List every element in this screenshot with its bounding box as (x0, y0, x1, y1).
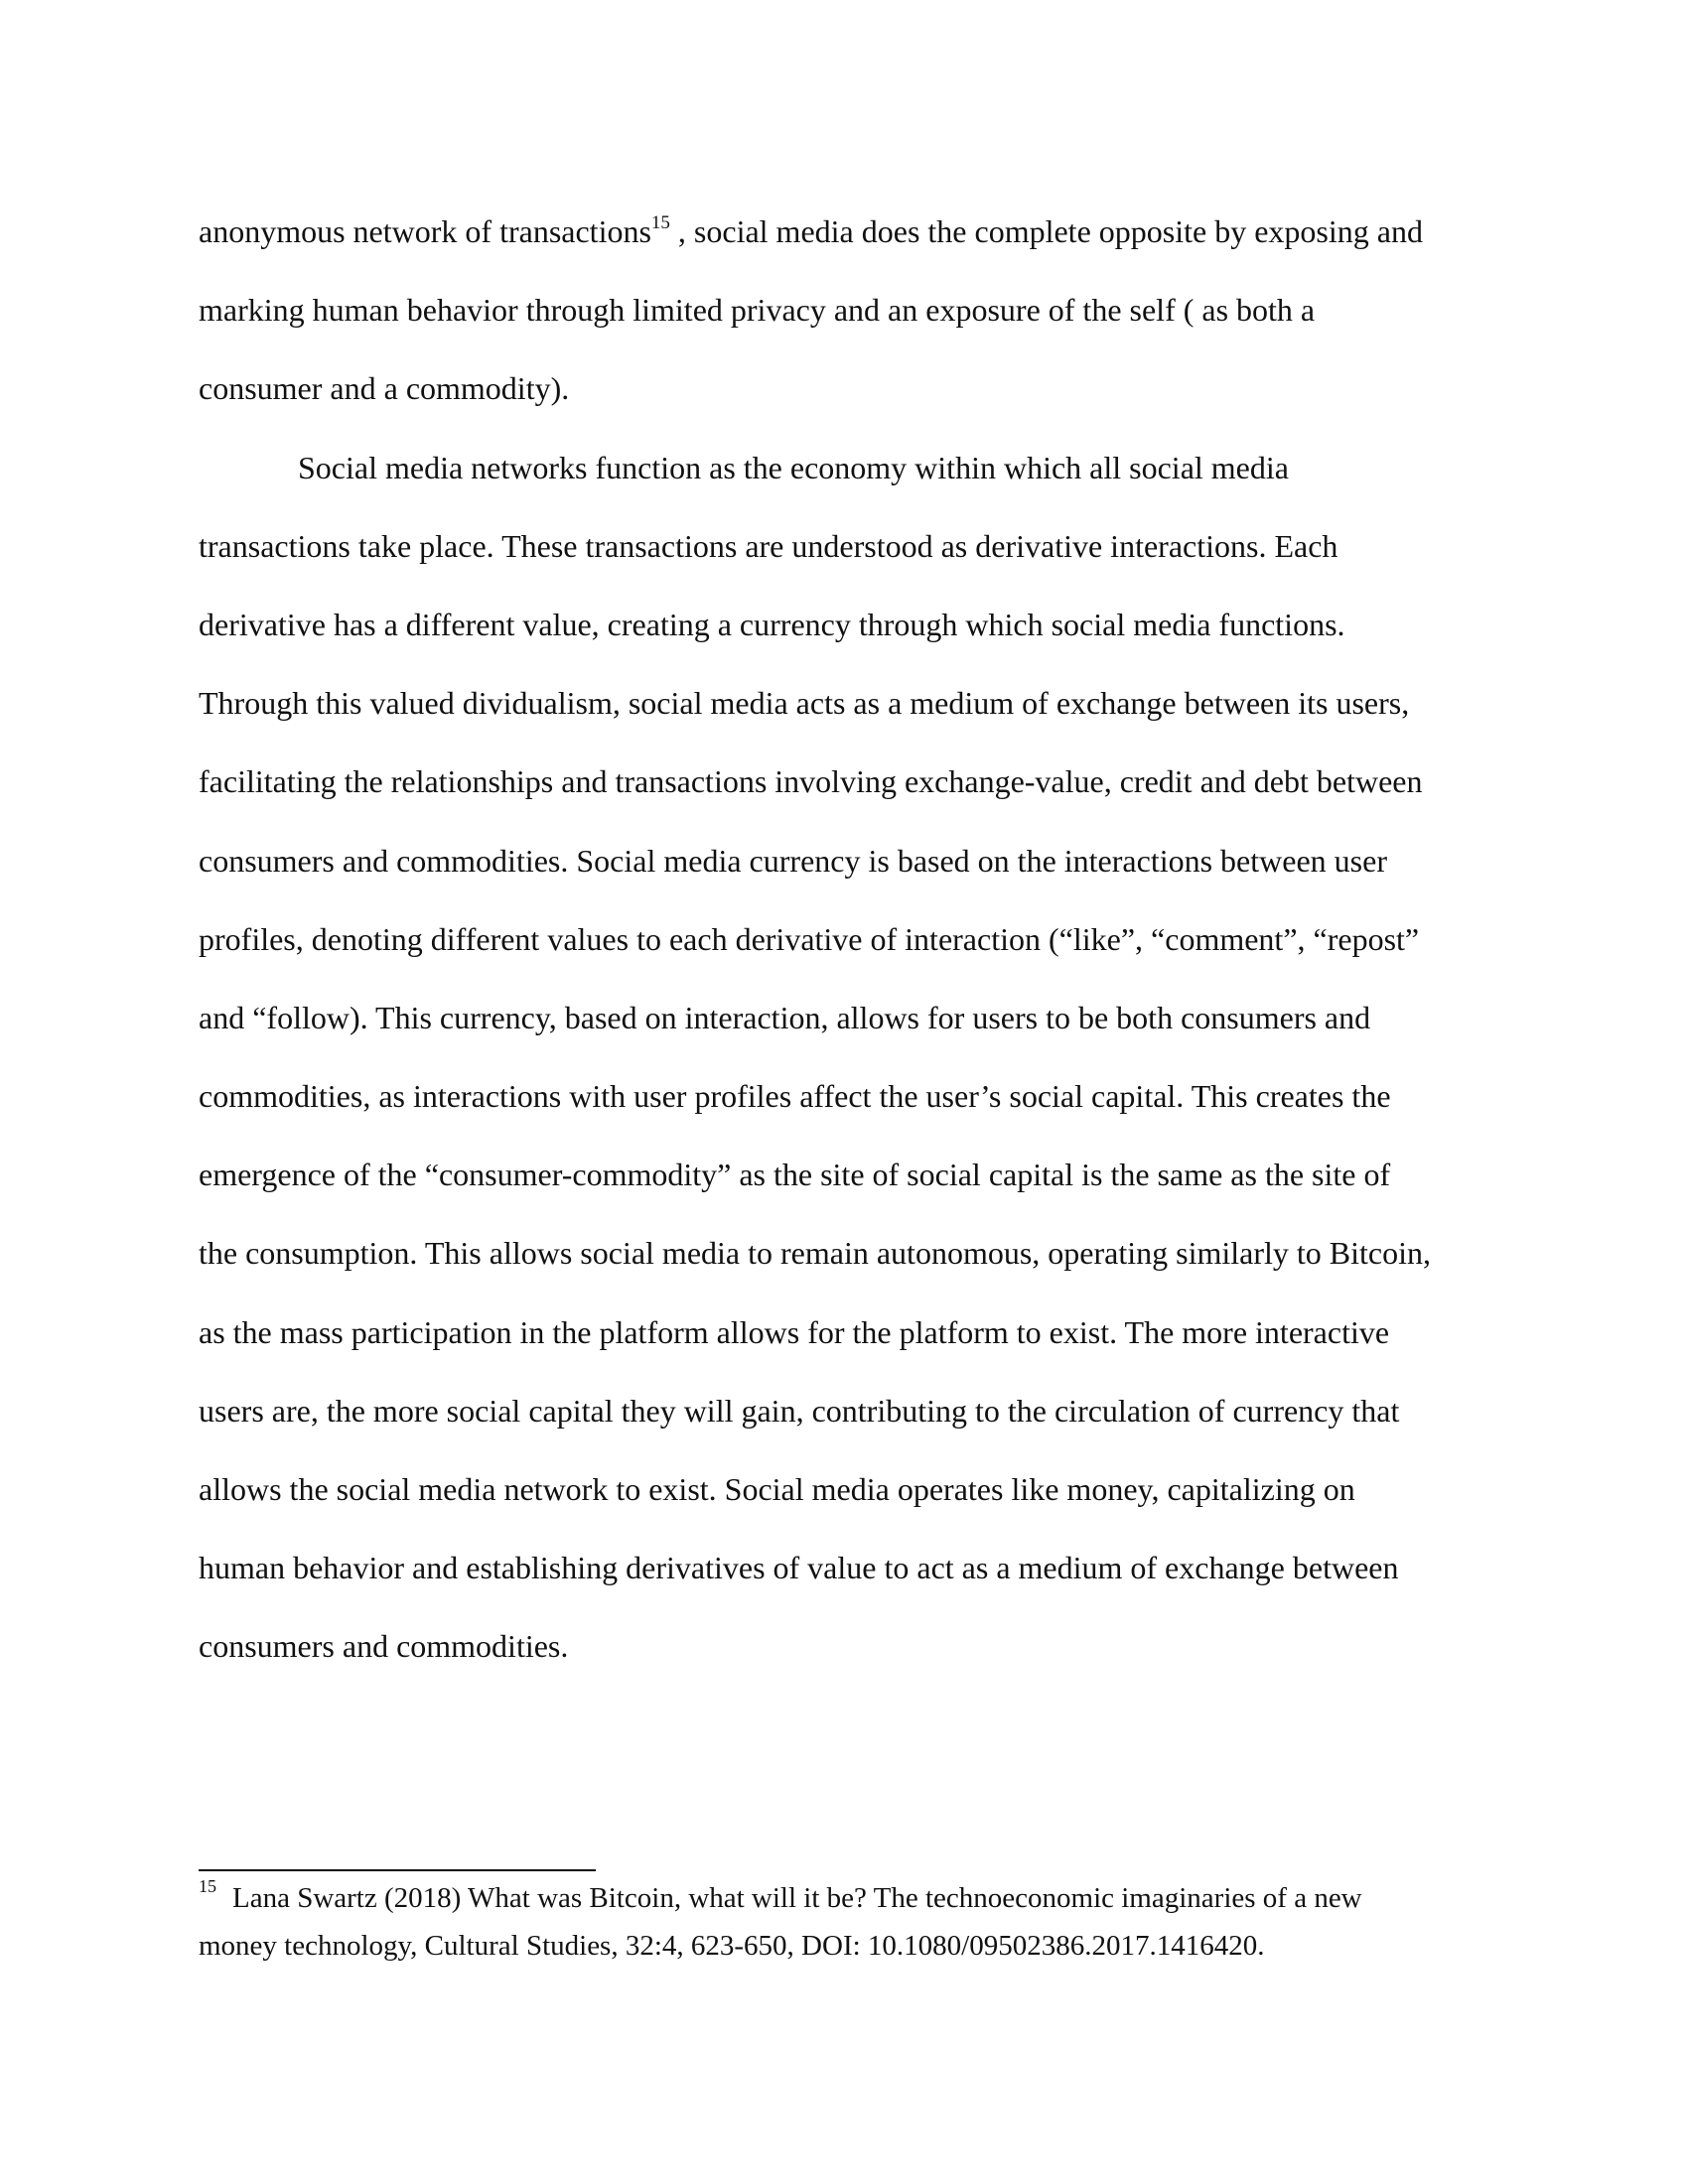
text-line: users are, the more social capital they will gain, contributing to the circulation of currency that (199, 1392, 1400, 1429)
body-text (199, 193, 1489, 1687)
text-line: facilitating the relationships and transactions involving exchange-value, credit and debt between (199, 763, 1423, 800)
text-line: consumers and commodities. Social media currency is based on the interactions between user (199, 842, 1387, 879)
text-line: emergence of the “consumer-commodity” as the site of social capital is the same as the site of (199, 1157, 1391, 1193)
text-line: transactions take place. These transactions are understood as derivative interactions. Each (199, 527, 1338, 564)
text-line: marking human behavior through limited privacy and an exposure of the self ( as both a (199, 292, 1316, 329)
text-line-start: anonymous network of transactions (199, 213, 651, 249)
text-line: Through this valued dividualism, social media acts as a medium of exchange between its users, (199, 685, 1410, 722)
text-line: and “follow). This currency, based on interaction, allows for users to be both consumers and (199, 999, 1371, 1035)
text-line (199, 193, 1489, 271)
text-line: consumers and commodities. (199, 1628, 569, 1665)
text-line: as the mass participation in the platform allows for the platform to exist. The more interactive (199, 1313, 1390, 1350)
text-line-end: , social media does the complete opposite by exposing and (669, 213, 1423, 249)
footnote-separator (199, 1869, 596, 1871)
footnote-reference[interactable]: 15 (650, 212, 670, 234)
text-line: profiles, denoting different values to each derivative of interaction (“like”, “comment”, “repost” (199, 920, 1420, 957)
text-line: the consumption. This allows social media to remain autonomous, operating similarly to Bitcoin, (199, 1235, 1431, 1272)
paragraph-first-line: Social media networks function as the economy within which all social media (298, 449, 1289, 485)
footnote (199, 1874, 1489, 1970)
footnote-marker: 15 (199, 1876, 216, 1897)
text-line: derivative has a different value, creating a currency through which social media functions. (199, 606, 1345, 642)
text-line: consumer and a commodity). (199, 370, 570, 407)
footnote-text-line1: Lana Swartz (2018) What was Bitcoin, what will it be? The technoeconomic imaginaries of a new (232, 1882, 1362, 1914)
footnote-line (199, 1874, 1489, 1922)
text-line: commodities, as interactions with user profiles affect the user’s social capital. This creates the (199, 1078, 1391, 1115)
text-line: human behavior and establishing derivatives of value to act as a medium of exchange between (199, 1550, 1399, 1586)
footnote-text-line2: money technology, Cultural Studies, 32:4, 623-650, DOI: 10.1080/09502386.2017.1416420. (199, 1930, 1265, 1962)
text-line: allows the social media network to exist. Social media operates like money, capitalizing on (199, 1471, 1355, 1507)
